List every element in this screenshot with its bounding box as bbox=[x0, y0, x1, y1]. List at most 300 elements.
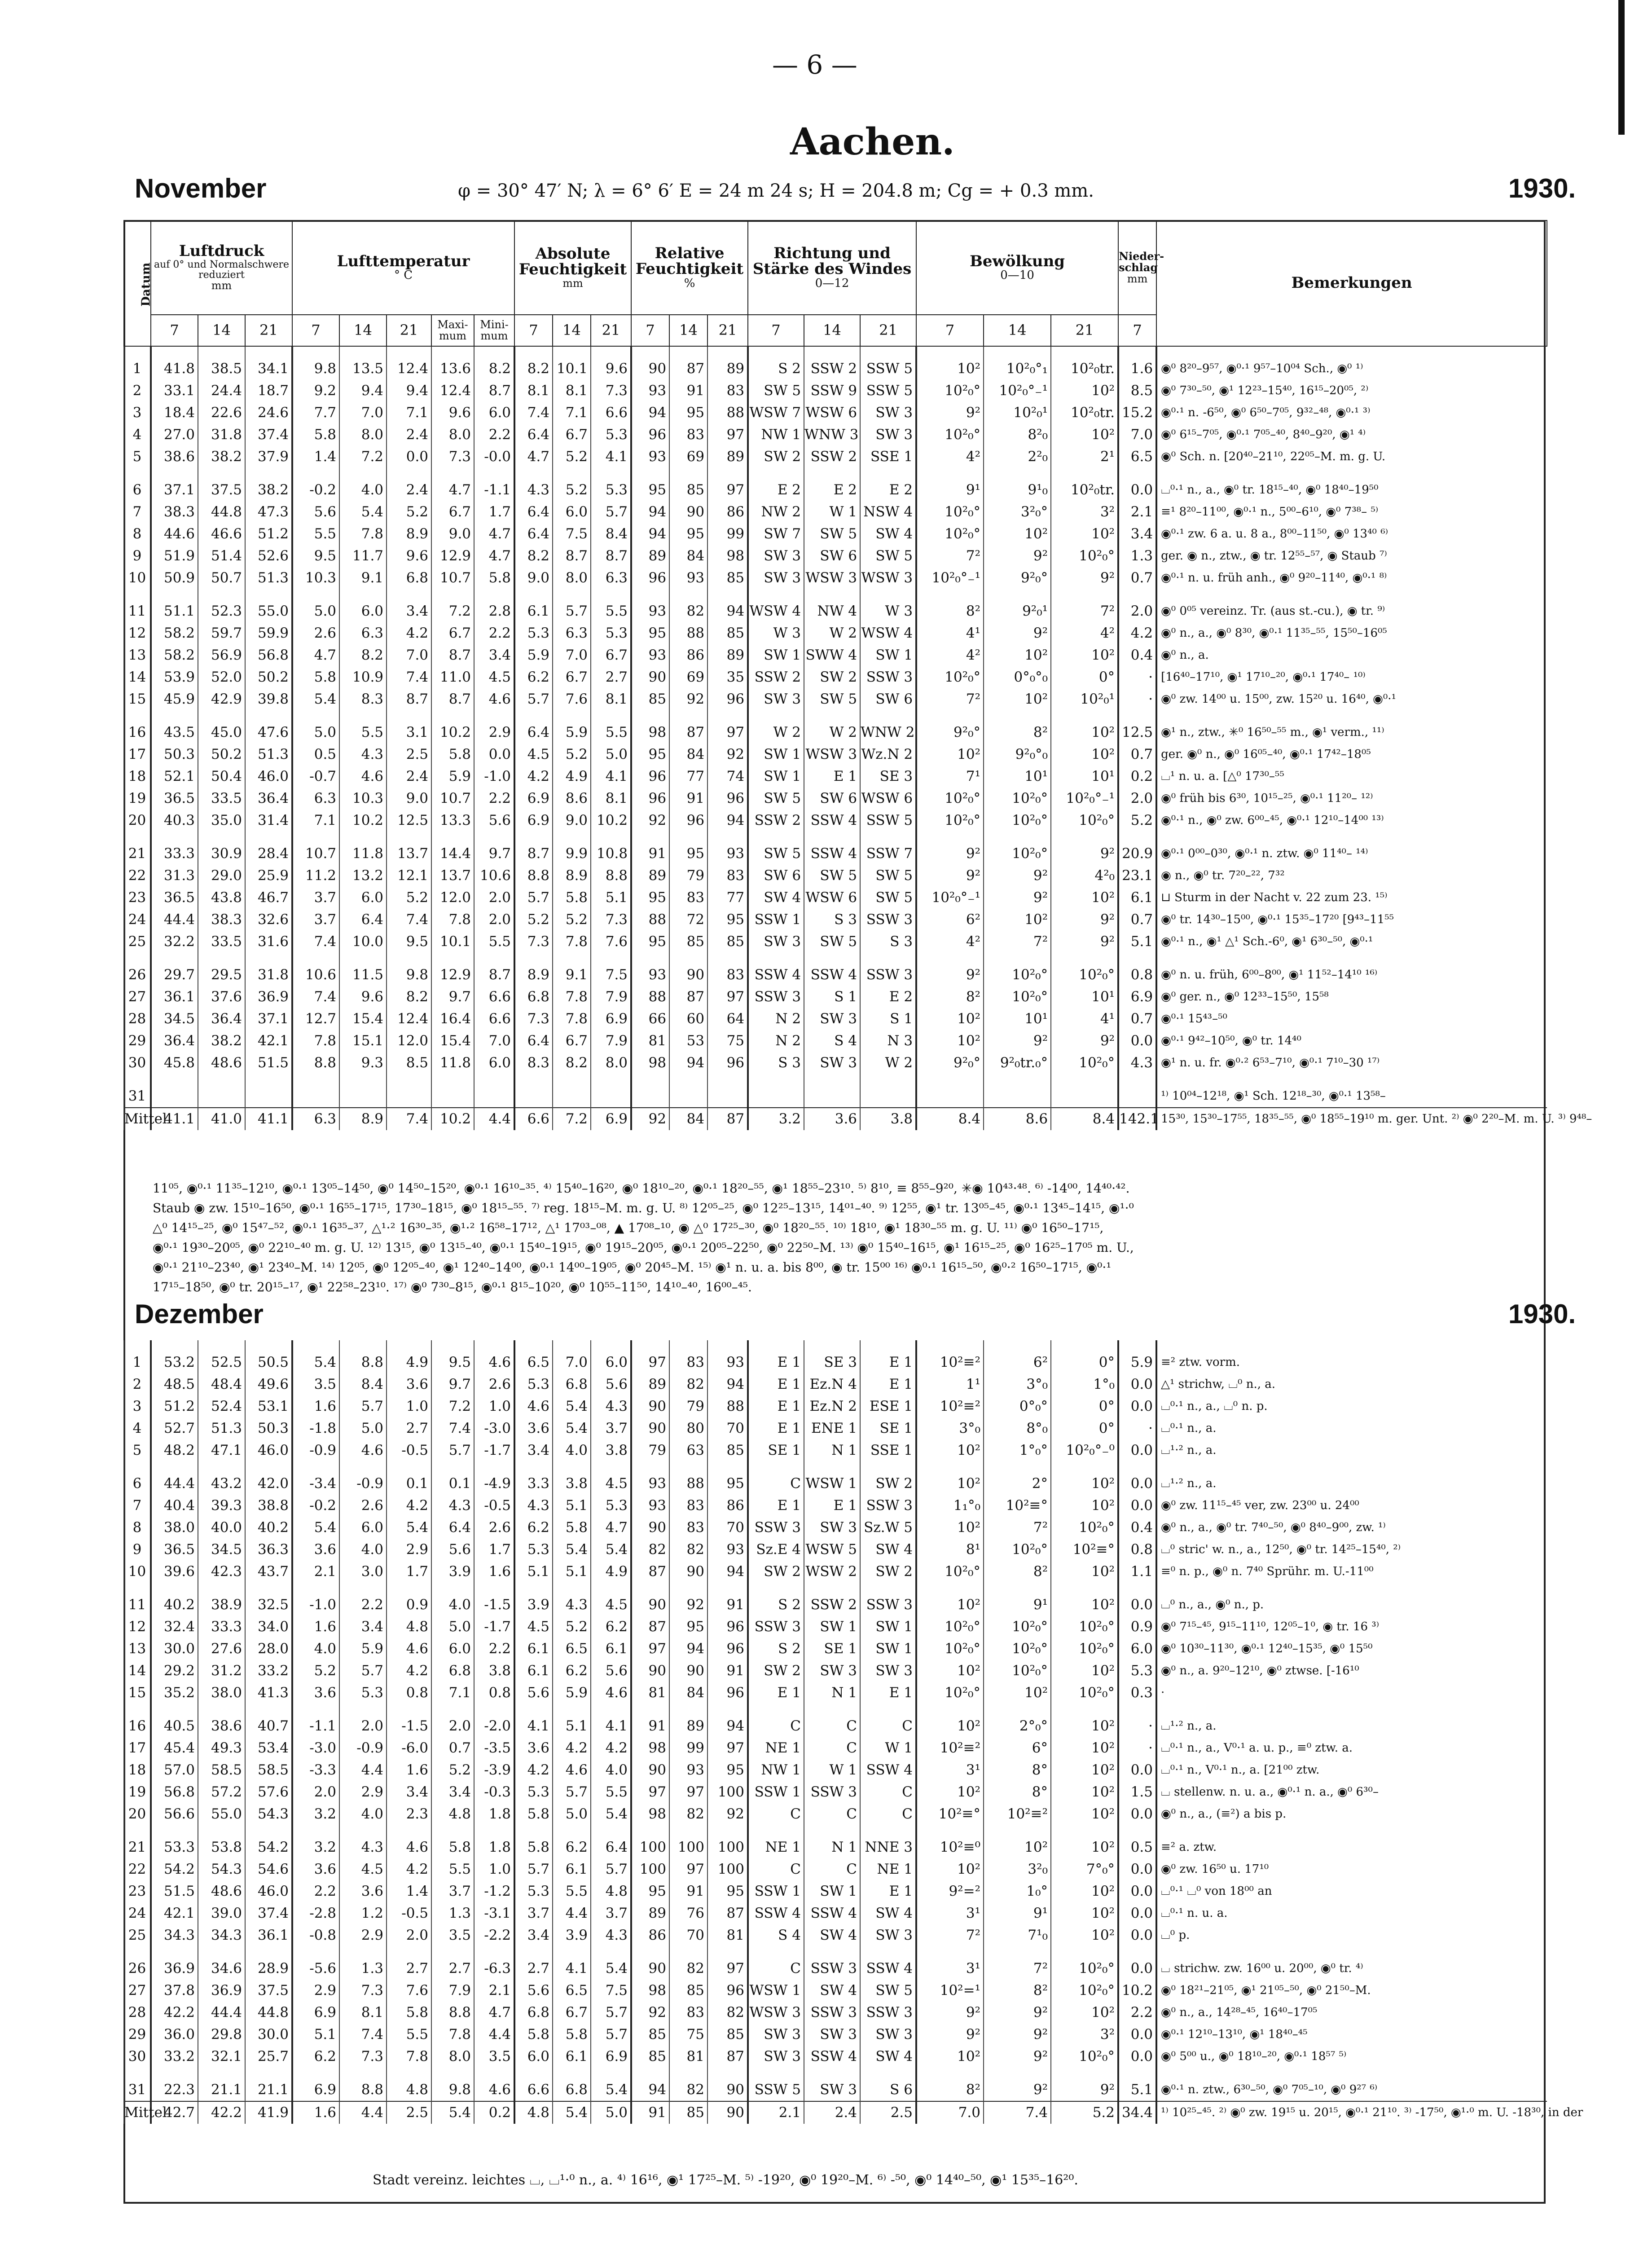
value-cell: 81 bbox=[669, 2046, 707, 2068]
spacer-cell bbox=[748, 1583, 804, 1594]
value-cell: 4.2 bbox=[387, 1660, 431, 1682]
value-cell: 5.5 bbox=[591, 1781, 631, 1803]
value-cell: 90 bbox=[631, 358, 669, 380]
remark-cell: · bbox=[1156, 1682, 1547, 1704]
value-cell: -0.8 bbox=[292, 1924, 339, 1946]
value-cell: 74 bbox=[707, 766, 748, 788]
date-cell: 18 bbox=[124, 1759, 151, 1781]
value-cell: 10²₀° bbox=[916, 501, 984, 523]
value-cell: 0.7 bbox=[1118, 909, 1156, 931]
value-cell: 93 bbox=[669, 567, 707, 589]
spacer-cell bbox=[124, 1704, 151, 1715]
spacer-cell bbox=[707, 1946, 748, 1958]
value-cell: 1₁°₀ bbox=[916, 1495, 984, 1517]
value-cell: SW 3 bbox=[804, 1008, 860, 1030]
value-cell: 4.3 bbox=[339, 744, 387, 766]
value-cell: 97 bbox=[707, 986, 748, 1008]
table-row bbox=[124, 1638, 1547, 1660]
table-row bbox=[124, 479, 1547, 501]
remark-cell: ⊔ Sturm in der Nacht v. 22 zum 23. ¹⁵⁾ bbox=[1156, 887, 1547, 909]
value-cell: 8.2 bbox=[474, 358, 514, 380]
value-cell: 100 bbox=[669, 1836, 707, 1858]
value-cell: 10.1 bbox=[553, 358, 591, 380]
spacer-cell bbox=[984, 2068, 1051, 2079]
value-cell: 6.3 bbox=[339, 622, 387, 644]
value-cell: 94 bbox=[707, 1715, 748, 1737]
value-cell: 7² bbox=[984, 1517, 1051, 1539]
spacer-cell bbox=[804, 589, 860, 600]
value-cell: 83 bbox=[707, 865, 748, 887]
value-cell: 96 bbox=[707, 1052, 748, 1074]
remark-cell: ◉⁰ 7¹⁵–⁴⁵, 9¹⁵–11¹⁰, 12⁰⁵–1⁰, ◉ tr. 16 ³⁾ bbox=[1156, 1616, 1547, 1638]
spacer-cell bbox=[553, 1825, 591, 1836]
value-cell: 8²₀ bbox=[984, 424, 1051, 446]
value-cell: 2.1 bbox=[1118, 501, 1156, 523]
value-cell: 3.8 bbox=[591, 1439, 631, 1461]
value-cell: 9.0 bbox=[514, 567, 553, 589]
value-cell: 9² bbox=[1051, 843, 1118, 865]
value-cell: S 4 bbox=[748, 1924, 804, 1946]
value-cell: 8°₀ bbox=[984, 1417, 1051, 1439]
date-cell: 30 bbox=[124, 2046, 151, 2068]
station-title: Aachen. bbox=[790, 120, 955, 163]
value-cell: 95 bbox=[631, 622, 669, 644]
spacer-cell bbox=[387, 1825, 431, 1836]
date-cell: 16 bbox=[124, 722, 151, 744]
date-cell: 24 bbox=[124, 909, 151, 931]
value-cell: 0.8 bbox=[1118, 964, 1156, 986]
value-cell: 7.4 bbox=[387, 909, 431, 931]
spacer-cell bbox=[669, 953, 707, 964]
value-cell: 52.6 bbox=[245, 545, 292, 567]
value-cell: 5.4 bbox=[591, 2079, 631, 2101]
value-cell: 37.4 bbox=[245, 424, 292, 446]
value-cell: 0.9 bbox=[387, 1594, 431, 1616]
value-cell: 77 bbox=[669, 766, 707, 788]
value-cell: 10.3 bbox=[292, 567, 339, 589]
value-cell: 43.7 bbox=[245, 1561, 292, 1583]
value-cell: 93 bbox=[631, 600, 669, 622]
date-cell: 9 bbox=[124, 545, 151, 567]
value-cell: SW 5 bbox=[748, 380, 804, 402]
value-cell: 10²₀° bbox=[984, 843, 1051, 865]
value-cell: 4.3 bbox=[1118, 1052, 1156, 1074]
value-cell: 5.4 bbox=[292, 1351, 339, 1373]
table-row bbox=[124, 1858, 1547, 1880]
value-cell: 10²₀°₁ bbox=[984, 358, 1051, 380]
value-cell: 2.7 bbox=[591, 666, 631, 688]
value-cell: 31.8 bbox=[245, 964, 292, 986]
value-cell: 8.7 bbox=[474, 964, 514, 986]
value-cell: 1.0 bbox=[474, 1395, 514, 1417]
spacer-cell bbox=[339, 1946, 387, 1958]
value-cell: SSW 2 bbox=[804, 446, 860, 468]
spacer-cell bbox=[339, 468, 387, 479]
value-cell: 1.7 bbox=[474, 501, 514, 523]
value-cell: 5.4 bbox=[292, 1517, 339, 1539]
value-cell: 29.7 bbox=[151, 964, 198, 986]
spacer-cell bbox=[124, 1583, 151, 1594]
spacer-cell bbox=[124, 1461, 151, 1473]
spacer-cell bbox=[916, 832, 984, 843]
spacer-cell bbox=[860, 468, 916, 479]
value-cell: 94 bbox=[631, 402, 669, 424]
value-cell: 4.0 bbox=[591, 1759, 631, 1781]
value-cell: 81 bbox=[631, 1682, 669, 1704]
spacer-cell bbox=[748, 1461, 804, 1473]
spacer-cell bbox=[553, 346, 591, 358]
value-cell: 32.6 bbox=[245, 909, 292, 931]
value-cell: W 3 bbox=[860, 600, 916, 622]
value-cell: 86 bbox=[707, 501, 748, 523]
value-cell: SE 1 bbox=[860, 1417, 916, 1439]
value-cell: SE 3 bbox=[860, 766, 916, 788]
value-cell: 58.5 bbox=[198, 1759, 245, 1781]
value-cell: 46.0 bbox=[245, 1439, 292, 1461]
spacer-cell bbox=[339, 2068, 387, 2079]
value-cell: 4.1 bbox=[514, 1715, 553, 1737]
date-cell: 7 bbox=[124, 1495, 151, 1517]
value-cell: E 1 bbox=[748, 1495, 804, 1517]
value-cell: 97 bbox=[631, 1351, 669, 1373]
value-cell: 5.3 bbox=[514, 622, 553, 644]
value-cell: 5.0 bbox=[339, 1417, 387, 1439]
value-cell: SW 2 bbox=[748, 446, 804, 468]
value-cell: 6.9 bbox=[514, 810, 553, 832]
value-cell: S 6 bbox=[860, 2079, 916, 2101]
spacer-cell bbox=[474, 710, 514, 722]
value-cell: 8.0 bbox=[591, 1052, 631, 1074]
value-cell: 0.4 bbox=[1118, 1517, 1156, 1539]
value-cell: 10²₀¹ bbox=[1051, 688, 1118, 710]
spacer-cell bbox=[514, 710, 553, 722]
remark-cell: ◉⁰ 5⁰⁰ u., ◉⁰ 18¹⁰–²⁰, ◉⁰·¹ 18⁵⁷ ⁵⁾ bbox=[1156, 2046, 1547, 2068]
spacer-cell bbox=[198, 589, 245, 600]
spacer-cell bbox=[124, 589, 151, 600]
spacer-cell bbox=[124, 1340, 151, 1351]
value-cell: 8.3 bbox=[339, 688, 387, 710]
value-cell: 5.8 bbox=[292, 424, 339, 446]
value-cell: 33.1 bbox=[151, 380, 198, 402]
value-cell: 48.6 bbox=[198, 1880, 245, 1902]
value-cell: 5.5 bbox=[591, 722, 631, 744]
value-cell: 8.2 bbox=[514, 545, 553, 567]
value-cell: 88 bbox=[669, 1473, 707, 1495]
value-cell: 15.4 bbox=[339, 1008, 387, 1030]
month-december: Dezember bbox=[135, 1299, 264, 1329]
value-cell: SE 1 bbox=[748, 1439, 804, 1461]
value-cell: 97 bbox=[669, 1781, 707, 1803]
value-cell: 5.8 bbox=[431, 744, 474, 766]
table-row bbox=[124, 1781, 1547, 1803]
value-cell: 6.9 bbox=[292, 2079, 339, 2101]
value-cell: E 1 bbox=[748, 1417, 804, 1439]
value-cell: 0.7 bbox=[1118, 1008, 1156, 1030]
value-cell: 36.1 bbox=[151, 986, 198, 1008]
value-cell bbox=[514, 1085, 553, 1108]
date-cell: 6 bbox=[124, 1473, 151, 1495]
spacer-cell bbox=[387, 1583, 431, 1594]
value-cell: 7.4 bbox=[292, 986, 339, 1008]
value-cell: SSW 9 bbox=[804, 380, 860, 402]
spacer-cell bbox=[151, 710, 198, 722]
value-cell: 9¹ bbox=[984, 1594, 1051, 1616]
value-cell: 56.6 bbox=[151, 1803, 198, 1825]
value-cell: 4.3 bbox=[591, 1924, 631, 1946]
value-cell: WSW 2 bbox=[804, 1561, 860, 1583]
value-cell: WSW 4 bbox=[748, 600, 804, 622]
value-cell: 34.3 bbox=[198, 1924, 245, 1946]
value-cell: 96 bbox=[707, 688, 748, 710]
col-a14: 14 bbox=[553, 315, 591, 346]
value-cell: 1°₀ bbox=[1051, 1373, 1118, 1395]
date-cell: 14 bbox=[124, 666, 151, 688]
spacer-cell bbox=[591, 1704, 631, 1715]
value-cell: 7.3 bbox=[514, 931, 553, 953]
value-cell: SSW 3 bbox=[860, 909, 916, 931]
spacer-cell bbox=[339, 1340, 387, 1351]
december-footnote: Stadt vereinz. leichtes ⌴, ⌴¹·⁰ n., a. ⁴⁾ 16¹⁶, ◉¹ 17²⁵–M. ⁵⁾ -19²⁰, ◉⁰ 19²⁰–M. ⁶⁾ -⁵⁰, ◉⁰ 14⁴⁰–⁵⁰, ◉¹ 15³⁵–16²⁰. bbox=[373, 2172, 1078, 2188]
value-cell: 5.7 bbox=[591, 501, 631, 523]
value-cell: 33.5 bbox=[198, 931, 245, 953]
spacer-cell bbox=[245, 1074, 292, 1085]
value-cell: 83 bbox=[669, 887, 707, 909]
spacer-cell bbox=[387, 2068, 431, 2079]
value-cell bbox=[916, 1085, 984, 1108]
value-cell bbox=[245, 1085, 292, 1108]
remark-cell: ◉⁰·¹ 0⁰⁰–0³⁰, ◉⁰·¹ n. ztw. ◉⁰ 11⁴⁰– ¹⁴⁾ bbox=[1156, 843, 1547, 865]
value-cell: 6.1 bbox=[553, 2046, 591, 2068]
value-cell: 1.6 bbox=[1118, 358, 1156, 380]
spacer-cell bbox=[860, 589, 916, 600]
value-cell: 7.2 bbox=[553, 1108, 591, 1130]
date-cell: 5 bbox=[124, 446, 151, 468]
date-cell: 21 bbox=[124, 843, 151, 865]
value-cell: 1₀° bbox=[984, 1880, 1051, 1902]
value-cell: 9.6 bbox=[431, 402, 474, 424]
value-cell: 88 bbox=[707, 402, 748, 424]
spacer-cell bbox=[631, 953, 669, 964]
value-cell: 0°₀°₀ bbox=[984, 666, 1051, 688]
value-cell: 90 bbox=[669, 1561, 707, 1583]
date-cell: 3 bbox=[124, 402, 151, 424]
value-cell: 42.7 bbox=[151, 2101, 198, 2124]
date-cell: 22 bbox=[124, 1858, 151, 1880]
value-cell: S 3 bbox=[804, 909, 860, 931]
spacer-cell bbox=[1118, 346, 1156, 358]
value-cell: SW 3 bbox=[860, 1660, 916, 1682]
value-cell: 37.1 bbox=[245, 1008, 292, 1030]
spacer-cell bbox=[245, 468, 292, 479]
value-cell: 13.2 bbox=[339, 865, 387, 887]
value-cell: 6.7 bbox=[431, 501, 474, 523]
value-cell: 4.3 bbox=[553, 1594, 591, 1616]
value-cell: 4.5 bbox=[514, 1616, 553, 1638]
value-cell: 48.6 bbox=[198, 1052, 245, 1074]
spacer-cell bbox=[631, 1704, 669, 1715]
value-cell: 9²₀°₀ bbox=[984, 744, 1051, 766]
value-cell: 50.3 bbox=[245, 1417, 292, 1439]
spacer-cell bbox=[984, 832, 1051, 843]
value-cell: 10¹ bbox=[1051, 986, 1118, 1008]
spacer-cell bbox=[916, 346, 984, 358]
value-cell: 38.3 bbox=[198, 909, 245, 931]
spacer-cell bbox=[387, 589, 431, 600]
value-cell: SSW 1 bbox=[748, 909, 804, 931]
value-cell bbox=[804, 1085, 860, 1108]
value-cell: 69 bbox=[669, 666, 707, 688]
value-cell: 42.2 bbox=[151, 2002, 198, 2024]
spacer-cell bbox=[1118, 1074, 1156, 1085]
value-cell bbox=[984, 1085, 1051, 1108]
value-cell: 5.2 bbox=[553, 744, 591, 766]
value-cell: SW 3 bbox=[748, 567, 804, 589]
value-cell: 9¹₀ bbox=[984, 479, 1051, 501]
value-cell: 5.9 bbox=[553, 1682, 591, 1704]
value-cell: 10² bbox=[1051, 1660, 1118, 1682]
value-cell: 9.5 bbox=[431, 1351, 474, 1373]
value-cell: 41.3 bbox=[245, 1682, 292, 1704]
value-cell: 4.2 bbox=[387, 622, 431, 644]
spacer-cell bbox=[431, 1074, 474, 1085]
spacer-cell bbox=[916, 953, 984, 964]
spacer-cell bbox=[591, 1583, 631, 1594]
value-cell: 75 bbox=[707, 1030, 748, 1052]
value-cell: 7.4 bbox=[339, 2024, 387, 2046]
value-cell: 94 bbox=[707, 1373, 748, 1395]
date-cell: 10 bbox=[124, 567, 151, 589]
value-cell: 7.3 bbox=[339, 1980, 387, 2002]
value-cell: 7.1 bbox=[431, 1682, 474, 1704]
value-cell: 40.0 bbox=[198, 1517, 245, 1539]
value-cell: 4.8 bbox=[387, 1616, 431, 1638]
spacer-cell bbox=[1118, 953, 1156, 964]
spacer-cell bbox=[474, 1825, 514, 1836]
value-cell: -1.1 bbox=[474, 479, 514, 501]
value-cell: 1.7 bbox=[387, 1561, 431, 1583]
value-cell: 9.1 bbox=[553, 964, 591, 986]
year-november: 1930. bbox=[1508, 173, 1576, 203]
remark-cell: ◉⁰ n., a., 14²⁸–⁴⁵, 16⁴⁰–17⁰⁵ bbox=[1156, 2002, 1547, 2024]
spacer-cell bbox=[339, 1074, 387, 1085]
value-cell: 3.6 bbox=[514, 1417, 553, 1439]
table-row bbox=[124, 523, 1547, 545]
remark-cell: ≡² a. ztw. bbox=[1156, 1836, 1547, 1858]
value-cell: 1.0 bbox=[474, 1858, 514, 1880]
value-cell: 6.6 bbox=[474, 986, 514, 1008]
value-cell: 10.1 bbox=[431, 931, 474, 953]
value-cell: 5.7 bbox=[514, 688, 553, 710]
value-cell: 10.2 bbox=[431, 1108, 474, 1130]
value-cell: 8.6 bbox=[553, 788, 591, 810]
value-cell: 0° bbox=[1051, 666, 1118, 688]
value-cell: -1.2 bbox=[474, 1880, 514, 1902]
value-cell: 29.0 bbox=[198, 865, 245, 887]
value-cell: 5.4 bbox=[387, 1517, 431, 1539]
value-cell: 75 bbox=[669, 2024, 707, 2046]
remark-cell: ◉⁰ n., a., ◉⁰ 8³⁰, ◉⁰·¹ 11³⁵–⁵⁵, 15⁵⁰–16⁰⁵ bbox=[1156, 622, 1547, 644]
value-cell: 41.8 bbox=[151, 358, 198, 380]
date-cell: 26 bbox=[124, 1958, 151, 1980]
value-cell: 56.8 bbox=[151, 1781, 198, 1803]
value-cell: 5.4 bbox=[339, 501, 387, 523]
spacer-cell bbox=[1156, 1825, 1547, 1836]
spacer-cell bbox=[339, 710, 387, 722]
spacer-cell bbox=[514, 1946, 553, 1958]
value-cell: 9² bbox=[916, 2002, 984, 2024]
value-cell: 40.5 bbox=[151, 1715, 198, 1737]
date-cell: 25 bbox=[124, 931, 151, 953]
spacer-cell bbox=[804, 1825, 860, 1836]
value-cell: 95 bbox=[631, 479, 669, 501]
remark-cell: ¹⁾ 10⁰⁴–12¹⁸, ◉¹ Sch. 12¹⁸–³⁰, ◉⁰·¹ 13⁵⁸– bbox=[1156, 1085, 1547, 1108]
value-cell: 1.7 bbox=[474, 1539, 514, 1561]
remark-cell: ◉⁰·¹ zw. 6 a. u. 8 a., 8⁰⁰–11⁵⁰, ◉⁰ 13⁴⁰ ⁶⁾ bbox=[1156, 523, 1547, 545]
value-cell: 10² bbox=[1051, 1836, 1118, 1858]
value-cell: 5.0 bbox=[292, 722, 339, 744]
value-cell: 37.8 bbox=[151, 1980, 198, 2002]
col-r7: 7 bbox=[631, 315, 669, 346]
value-cell: 8° bbox=[984, 1759, 1051, 1781]
value-cell: 10²≡⁰ bbox=[916, 1836, 984, 1858]
value-cell: 38.3 bbox=[151, 501, 198, 523]
spacer-cell bbox=[245, 346, 292, 358]
value-cell: 9²₀tr.₀° bbox=[984, 1052, 1051, 1074]
value-cell: 32.5 bbox=[245, 1594, 292, 1616]
value-cell: 2.2 bbox=[1118, 2002, 1156, 2024]
value-cell: 5.6 bbox=[292, 501, 339, 523]
value-cell: 6.2 bbox=[292, 2046, 339, 2068]
spacer-cell bbox=[804, 468, 860, 479]
value-cell: 9² bbox=[916, 865, 984, 887]
remark-cell: ◉⁰ n., a., (≡²) a bis p. bbox=[1156, 1803, 1547, 1825]
value-cell: 8.9 bbox=[553, 865, 591, 887]
value-cell: 7.8 bbox=[553, 931, 591, 953]
col-max: Maxi-mum bbox=[431, 315, 474, 346]
value-cell: 7.9 bbox=[591, 986, 631, 1008]
spacer-cell bbox=[860, 2068, 916, 2079]
col-r14: 14 bbox=[669, 315, 707, 346]
remark-cell: ◉⁰·¹ n., ◉⁰ zw. 6⁰⁰–⁴⁵, ◉⁰·¹ 12¹⁰–14⁰⁰ ¹³⁾ bbox=[1156, 810, 1547, 832]
value-cell: 10² bbox=[916, 1660, 984, 1682]
date-cell: 3 bbox=[124, 1395, 151, 1417]
value-cell: 52.4 bbox=[198, 1395, 245, 1417]
value-cell: 1.3 bbox=[431, 1902, 474, 1924]
value-cell: 38.2 bbox=[198, 1030, 245, 1052]
value-cell: 10¹ bbox=[984, 1008, 1051, 1030]
value-cell: 5.8 bbox=[387, 2002, 431, 2024]
value-cell: 52.0 bbox=[198, 666, 245, 688]
value-cell: 10² bbox=[1051, 1737, 1118, 1759]
value-cell: SW 5 bbox=[804, 931, 860, 953]
value-cell: 3.9 bbox=[514, 1594, 553, 1616]
value-cell: WSW 1 bbox=[804, 1473, 860, 1495]
spacer-cell bbox=[631, 346, 669, 358]
value-cell: 6.1 bbox=[514, 600, 553, 622]
value-cell: 7°₀° bbox=[1051, 1858, 1118, 1880]
spacer-cell bbox=[591, 346, 631, 358]
value-cell: 5.7 bbox=[514, 887, 553, 909]
value-cell: 87 bbox=[707, 1108, 748, 1130]
date-cell: 13 bbox=[124, 644, 151, 666]
spacer-cell bbox=[198, 1074, 245, 1085]
date-cell: 25 bbox=[124, 1924, 151, 1946]
spacer-cell bbox=[591, 710, 631, 722]
spacer-cell bbox=[707, 1461, 748, 1473]
remark-cell: ≡² ztw. vorm. bbox=[1156, 1351, 1547, 1373]
value-cell: 8² bbox=[984, 1561, 1051, 1583]
value-cell: 7.4 bbox=[984, 2101, 1051, 2124]
